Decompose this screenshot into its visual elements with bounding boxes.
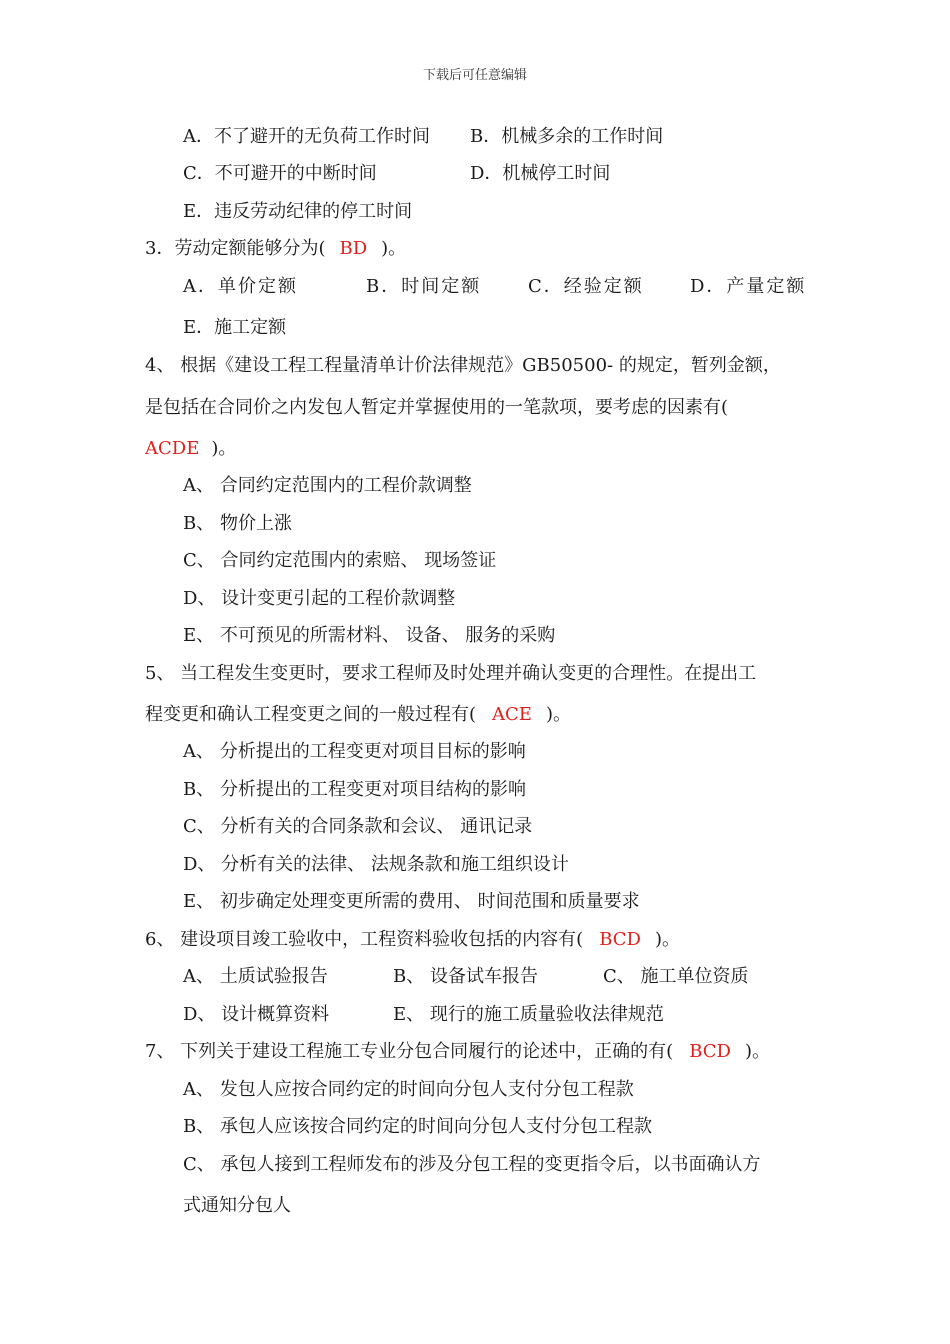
question-7-close: )。	[744, 1041, 770, 1062]
question-3-close: )。	[381, 238, 407, 259]
q5-option-b: B、 分析提出的工程变更对项目结构的影响	[183, 779, 526, 800]
q4-option-e: E、 不可预见的所需材料、 设备、 服务的采购	[183, 625, 556, 646]
q3-option-b: B．时间定额	[366, 276, 482, 297]
page-header: 下载后可任意编辑	[422, 68, 527, 83]
q4-option-a: A、 合同约定范围内的工程价款调整	[183, 475, 472, 496]
option-d: D．机械停工时间	[470, 163, 611, 184]
q5-option-e: E、 初步确定处理变更所需的费用、 时间范围和质量要求	[183, 891, 640, 912]
q5-option-a: A、 分析提出的工程变更对项目目标的影响	[183, 741, 526, 762]
question-4-close: )。	[211, 438, 237, 459]
question-4-line-2: 是包括在合同价之内发包人暂定并掌握使用的一笔款项，要考虑的因素有(	[145, 397, 729, 418]
question-4-line-3	[145, 437, 236, 461]
question-3-answer: BD	[339, 238, 368, 259]
q6-option-b: B、 设备试车报告	[393, 966, 538, 987]
q7-option-c-line-1: C、 承包人接到工程师发布的涉及分包工程的变更指令后，以书面确认方	[183, 1154, 761, 1175]
q3-option-a: A．单价定额	[183, 276, 298, 297]
question-4-answer: ACDE	[145, 438, 200, 459]
question-6	[145, 928, 680, 952]
q6-option-e: E、 现行的施工质量验收法律规范	[393, 1004, 664, 1025]
question-6-close: )。	[654, 929, 680, 950]
q4-option-b: B、 物价上涨	[183, 513, 292, 534]
option-c: C．不可避开的中断时间	[183, 163, 377, 184]
question-5-line-2	[145, 703, 571, 727]
option-b: B．机械多余的工作时间	[470, 126, 664, 147]
q6-option-d: D、 设计概算资料	[183, 1004, 330, 1025]
question-5-line-1: 5、 当工程发生变更时，要求工程师及时处理并确认变更的合理性。在提出工	[145, 663, 757, 684]
question-3-text: 3．劳动定额能够分为(	[145, 238, 326, 259]
option-a: A．不了避开的无负荷工作时间	[183, 126, 430, 147]
question-5-text: 程变更和确认工程变更之间的一般过程有(	[145, 704, 477, 725]
q4-option-d: D、 设计变更引起的工程价款调整	[183, 588, 456, 609]
q4-option-c: C、 合同约定范围内的索赔、 现场签证	[183, 550, 497, 571]
question-4-line-1: 4、 根据《建设工程工程量清单计价法律规范》GB50500- 的规定，暂列金额，	[145, 355, 781, 376]
q6-option-c: C、 施工单位资质	[603, 966, 749, 987]
q3-option-c: C．经验定额	[528, 276, 644, 297]
q7-option-c-line-2: 式通知分包人	[183, 1195, 291, 1216]
question-5-answer: ACE	[492, 704, 532, 725]
q7-option-a: A、 发包人应按合同约定的时间向分包人支付分包工程款	[183, 1079, 634, 1100]
q3-option-e: E．施工定额	[183, 317, 287, 338]
q6-option-a: A、 土质试验报告	[183, 966, 328, 987]
question-7-answer: BCD	[689, 1041, 731, 1062]
q5-option-d: D、 分析有关的法律、 法规条款和施工组织设计	[183, 854, 569, 875]
question-3	[145, 237, 406, 261]
question-7-text: 7、 下列关于建设工程施工专业分包合同履行的论述中，正确的有(	[145, 1041, 674, 1062]
question-6-text: 6、 建设项目竣工验收中，工程资料验收包括的内容有(	[145, 929, 584, 950]
q5-option-c: C、 分析有关的合同条款和会议、 通讯记录	[183, 816, 533, 837]
question-7	[145, 1040, 770, 1064]
question-6-answer: BCD	[599, 929, 641, 950]
q7-option-b: B、 承包人应该按合同约定的时间向分包人支付分包工程款	[183, 1116, 652, 1137]
option-e: E．违反劳动纪律的停工时间	[183, 201, 413, 222]
q3-option-d: D．产量定额	[690, 276, 807, 297]
question-5-close: )。	[545, 704, 571, 725]
